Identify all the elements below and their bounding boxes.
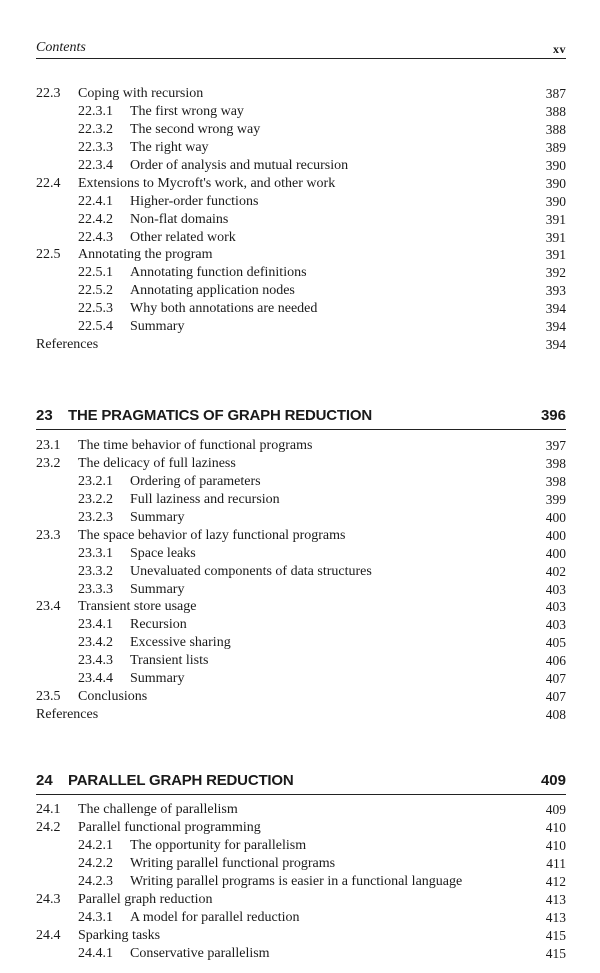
toc-entry — [36, 616, 566, 634]
toc-entry-page: 403 — [545, 581, 566, 597]
toc-entry-page: 388 — [545, 103, 566, 119]
toc-entry-number: 23.2 — [36, 455, 61, 471]
toc-entry-title: Ordering of parameters — [130, 473, 261, 489]
toc-entry-page: 388 — [545, 121, 566, 137]
toc-entry-number: 23.2.2 — [78, 491, 113, 507]
toc-section-22-continued — [36, 85, 566, 354]
toc-entry-title: Recursion — [130, 617, 187, 633]
toc-entry-page: 403 — [545, 599, 566, 615]
toc-entry-number: 22.4.2 — [78, 211, 113, 227]
toc-entry — [36, 455, 566, 473]
toc-entry-number: 22.5 — [36, 247, 61, 263]
toc-entry — [36, 819, 566, 837]
toc-entry-page: 402 — [545, 563, 566, 579]
page-number-roman: xv — [553, 42, 566, 56]
toc-entry-number: 24.2 — [36, 819, 61, 835]
toc-entry-page: 398 — [545, 473, 566, 489]
toc-entry — [36, 581, 566, 599]
toc-entry — [36, 706, 566, 724]
toc-entry-title: Order of analysis and mutual recursion — [130, 157, 349, 173]
chapter-page: 409 — [540, 772, 566, 789]
toc-entry-page: 390 — [545, 157, 566, 173]
toc-entry-page: 391 — [545, 247, 566, 263]
toc-entry — [36, 473, 566, 491]
toc-entry-number: 23.4 — [36, 599, 61, 615]
toc-entry-number: 23.2.1 — [78, 473, 113, 489]
toc-entry-page: 397 — [545, 438, 566, 453]
toc-entry — [36, 85, 566, 103]
toc-entry-title: The delicacy of full laziness — [78, 455, 236, 471]
running-header-title: Contents — [36, 40, 86, 55]
toc-entry-page: 409 — [545, 802, 566, 817]
toc-entry-number: 23.3.1 — [78, 545, 113, 561]
chapter-page: 396 — [540, 407, 566, 424]
toc-entry — [36, 139, 566, 157]
toc-entry-title: Summary — [130, 671, 185, 687]
toc-entry — [36, 837, 566, 855]
running-header — [36, 38, 566, 59]
toc-entry — [36, 652, 566, 670]
toc-entry-number: 24.1 — [36, 802, 61, 817]
toc-section-24 — [36, 801, 566, 962]
toc-entry-number: 24.2.1 — [78, 837, 113, 853]
toc-entry-title: A model for parallel reduction — [130, 909, 300, 925]
toc-entry-page: 391 — [545, 229, 566, 245]
toc-entry — [36, 157, 566, 175]
toc-entry-page: 389 — [545, 139, 566, 155]
toc-entry-number: 22.4.3 — [78, 229, 113, 245]
toc-entry-title: References — [36, 707, 99, 723]
toc-entry-page: 387 — [545, 86, 566, 101]
toc-entry-number: 22.3.4 — [78, 157, 113, 173]
toc-entry — [36, 336, 566, 354]
toc-entry-title: Other related work — [130, 229, 236, 245]
toc-entry — [36, 175, 566, 193]
toc-entry-page: 410 — [545, 819, 566, 835]
toc-entry — [36, 563, 566, 581]
toc-entry — [36, 229, 566, 247]
toc-entry-title: Coping with recursion — [78, 86, 204, 101]
toc-entry-page: 406 — [545, 653, 566, 669]
chapter-number: 24 — [36, 772, 53, 789]
toc-entry-number: 23.3.2 — [78, 563, 113, 579]
toc-entry-number: 23.1 — [36, 438, 61, 453]
chapter-number: 23 — [36, 407, 53, 424]
toc-entry-number: 24.4.1 — [78, 945, 113, 961]
toc-entry-title: Writing parallel functional programs — [130, 855, 336, 871]
toc-entry — [36, 121, 566, 139]
toc-entry-number: 24.2.3 — [78, 873, 113, 889]
toc-entry-title: The challenge of parallelism — [78, 802, 238, 817]
toc-entry-number: 22.5.2 — [78, 283, 113, 299]
toc-entry-page: 412 — [545, 873, 566, 889]
toc-entry-page: 415 — [545, 945, 566, 961]
toc-entry-title: Annotating application nodes — [130, 283, 295, 299]
toc-entry-title: Summary — [130, 509, 185, 525]
toc-entry-number: 24.3 — [36, 891, 61, 907]
toc-entry — [36, 801, 566, 819]
toc-entry-title: References — [36, 337, 99, 353]
toc-entry — [36, 509, 566, 527]
toc-entry-number: 23.2.3 — [78, 509, 113, 525]
toc-entry-page: 410 — [545, 837, 566, 853]
toc-entry — [36, 688, 566, 706]
toc-entry-title: Annotating the program — [78, 247, 213, 263]
toc-entry — [36, 545, 566, 563]
chapter-title: THE PRAGMATICS OF GRAPH REDUCTION — [68, 407, 372, 424]
toc-entry-title: Conservative parallelism — [130, 945, 270, 961]
toc-entry-title: The second wrong way — [130, 121, 261, 137]
toc-entry-page: 400 — [545, 509, 566, 525]
chapter-title: PARALLEL GRAPH REDUCTION — [68, 772, 294, 789]
toc-section-23 — [36, 437, 566, 724]
toc-entry-page: 400 — [545, 545, 566, 561]
toc-entry-title: Summary — [130, 581, 185, 597]
toc-entry-number: 22.5.1 — [78, 265, 113, 281]
toc-entry — [36, 211, 566, 229]
toc-entry — [36, 527, 566, 545]
toc-entry-number: 23.4.3 — [78, 653, 113, 669]
toc-entry-title: Transient lists — [130, 653, 209, 669]
toc-entry-number: 22.5.3 — [78, 301, 113, 317]
toc-entry-number: 22.5.4 — [78, 319, 113, 335]
chapter-24-heading — [36, 770, 566, 795]
toc-entry-title: Excessive sharing — [130, 635, 231, 651]
toc-entry-page: 403 — [545, 617, 566, 633]
toc-entry-title: The space behavior of lazy functional programs — [78, 527, 346, 543]
toc-entry-page: 405 — [545, 635, 566, 651]
toc-entry — [36, 855, 566, 873]
toc-entry-number: 23.4.1 — [78, 617, 113, 633]
toc-entry-number: 24.4 — [36, 927, 61, 943]
toc-entry-number: 23.3 — [36, 527, 61, 543]
toc-entry-page: 408 — [545, 707, 566, 723]
toc-entry-page: 394 — [545, 337, 566, 353]
toc-entry — [36, 945, 566, 963]
toc-entry — [36, 927, 566, 945]
toc-entry-number: 23.4.4 — [78, 671, 113, 687]
toc-entry-page: 415 — [545, 927, 566, 943]
toc-entry-page: 391 — [545, 211, 566, 227]
toc-entry — [36, 318, 566, 336]
toc-entry — [36, 282, 566, 300]
toc-entry-title: Transient store usage — [78, 599, 197, 615]
toc-entry-page: 392 — [545, 265, 566, 281]
toc-entry-title: The opportunity for parallelism — [130, 837, 307, 853]
toc-entry-number: 22.3 — [36, 86, 61, 101]
toc-entry-number: 24.2.2 — [78, 855, 113, 871]
toc-entry-title: Higher-order functions — [130, 193, 259, 209]
toc-entry-number: 22.4.1 — [78, 193, 113, 209]
toc-entry-page: 400 — [545, 527, 566, 543]
toc-entry-title: Space leaks — [130, 545, 196, 561]
toc-entry-page: 394 — [545, 319, 566, 335]
toc-entry-title: The right way — [130, 139, 209, 155]
toc-entry-page: 393 — [545, 283, 566, 299]
toc-entry-title: Unevaluated components of data structures — [130, 563, 372, 579]
toc-entry-number: 22.3.1 — [78, 103, 113, 119]
toc-entry-title: The time behavior of functional programs — [78, 438, 313, 453]
toc-entry-page: 398 — [545, 455, 566, 471]
toc-entry-number: 22.4 — [36, 175, 61, 191]
toc-entry-title: Parallel graph reduction — [78, 891, 213, 907]
toc-entry-page: 407 — [545, 671, 566, 687]
toc-entry-number: 23.4.2 — [78, 635, 113, 651]
toc-entry-title: Full laziness and recursion — [130, 491, 280, 507]
toc-entry-number: 23.3.3 — [78, 581, 113, 597]
toc-entry — [36, 873, 566, 891]
toc-entry-title: The first wrong way — [130, 103, 244, 119]
toc-entry-title: Annotating function definitions — [130, 265, 307, 281]
toc-entry — [36, 246, 566, 264]
toc-entry — [36, 437, 566, 455]
toc-entry — [36, 670, 566, 688]
toc-entry-page: 411 — [546, 855, 566, 871]
toc-entry-page: 399 — [545, 491, 566, 507]
toc-entry-title: Conclusions — [78, 689, 148, 705]
toc-entry-number: 22.3.2 — [78, 121, 113, 137]
toc-entry — [36, 264, 566, 282]
toc-entry-page: 390 — [545, 175, 566, 191]
toc-entry-title: Non-flat domains — [130, 211, 229, 227]
chapter-23-heading — [36, 405, 566, 430]
toc-entry — [36, 193, 566, 211]
toc-entry-title: Summary — [130, 319, 185, 335]
toc-entry-title: Writing parallel programs is easier in a functional language — [130, 873, 463, 889]
toc-entry-page: 413 — [545, 909, 566, 925]
toc-entry-page: 390 — [545, 193, 566, 209]
toc-entry-title: Extensions to Mycroft's work, and other work — [78, 175, 336, 191]
toc-entry — [36, 300, 566, 318]
toc-entry — [36, 103, 566, 121]
toc-entry — [36, 598, 566, 616]
toc-entry-page: 413 — [545, 891, 566, 907]
toc-entry — [36, 491, 566, 509]
toc-entry-title: Parallel functional programming — [78, 819, 261, 835]
toc-entry — [36, 891, 566, 909]
toc-entry — [36, 909, 566, 927]
toc-entry-number: 23.5 — [36, 689, 61, 705]
toc-entry-title: Why both annotations are needed — [130, 301, 318, 317]
toc-entry-number: 22.3.3 — [78, 139, 113, 155]
toc-entry-title: Sparking tasks — [78, 927, 161, 943]
toc-entry-page: 407 — [545, 689, 566, 705]
toc-entry-page: 394 — [545, 301, 566, 317]
toc-entry — [36, 634, 566, 652]
toc-entry-number: 24.3.1 — [78, 909, 113, 925]
